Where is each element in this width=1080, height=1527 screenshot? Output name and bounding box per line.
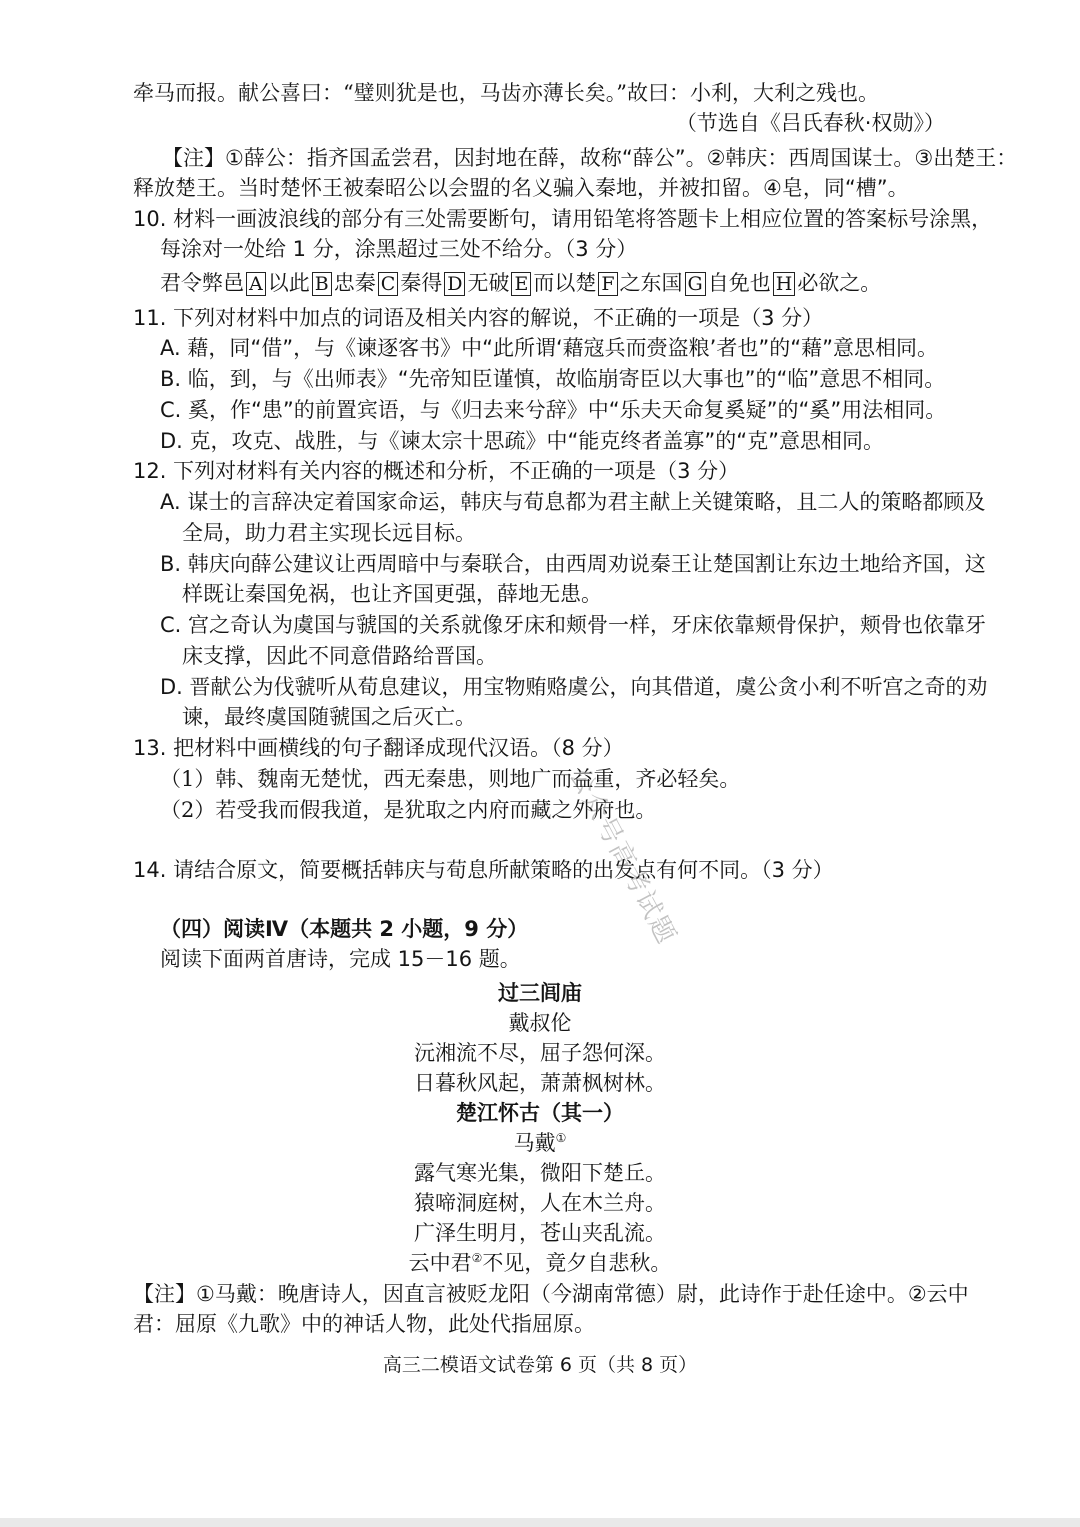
q10-option-box[interactable]: B — [312, 272, 332, 296]
poem-2-line: 露气寒光集，微阳下楚丘。 — [414, 1161, 666, 1185]
poem-2-line: 广泽生明月，苍山夹乱流。 — [414, 1221, 666, 1245]
watermark: 公众号高考试题 — [563, 762, 682, 950]
poem-notes-line-1: 【注】①马戴：晚唐诗人，因直言被贬龙阳（今湖南常德）尉，此诗作于赴任途中。②云中 — [133, 1282, 969, 1306]
q14-stem: 14. 请结合原文，简要概括韩庆与荀息所献策略的出发点有何不同。（3 分） — [133, 858, 834, 882]
q12-option-b-line-2: 样既让秦国免祸，也让齐国更强，薛地无患。 — [182, 582, 602, 606]
q10-option-box[interactable]: G — [685, 272, 706, 296]
q11-stem: 11. 下列对材料中加点的词语及相关内容的解说，不正确的一项是（3 分） — [133, 306, 824, 330]
q10-option-box[interactable]: D — [444, 272, 465, 296]
q10-option-box[interactable]: H — [773, 272, 796, 296]
q11-option-c: C. 奚，作“患”的前置宾语，与《归去来兮辞》中“乐夫天命复奚疑”的“奚”用法相同。 — [160, 398, 947, 422]
poem-2-author — [0, 1128, 1080, 1158]
poem-2-line: 猿啼洞庭树，人在木兰舟。 — [414, 1191, 666, 1215]
q10-segment: 而以楚 — [533, 271, 597, 295]
q11-option-a: A. 藉，同“借”，与《谏逐客书》中“此所谓‘藉寇兵而赍盗粮’者也”的“藉”意思相同。 — [160, 336, 938, 360]
q10-segment: 之东国 — [619, 271, 683, 295]
poem-2-author-name: 马戴 — [513, 1131, 556, 1155]
poem-notes-line-2: 君：屈原《九歌》中的神话人物，此处代指屈原。 — [133, 1312, 595, 1336]
q11-option-d: D. 克，攻克、战胜，与《谏太宗十思疏》中“能克终者盖寡”的“克”意思相同。 — [160, 429, 885, 453]
q12-stem: 12. 下列对材料有关内容的概述和分析，不正确的一项是（3 分） — [133, 459, 740, 483]
bottom-band — [0, 1518, 1080, 1527]
poem-1-author: 戴叔伦 — [508, 1011, 572, 1035]
q10-segment: 必欲之。 — [797, 271, 882, 295]
section-4-intro: 阅读下面两首唐诗，完成 15－16 题。 — [160, 947, 521, 971]
source-citation: （节选自《吕氏春秋·权勋》） — [675, 111, 945, 135]
poem-2-note-mark: ② — [471, 1251, 483, 1265]
q11-option-b: B. 临，到，与《出师表》“先帝知臣谨慎，故临崩寄臣以大事也”的“临”意思不相同。 — [160, 367, 946, 391]
passage-tail: 牵马而报。献公喜曰：“璧则犹是也，马齿亦薄长矣。”故曰：小利，大利之残也。 — [133, 81, 879, 105]
q12-option-d-line-2: 谏，最终虞国随虢国之后灭亡。 — [182, 705, 476, 729]
q13-sentence-2: （2）若受我而假我道，是犹取之内府而藏之外府也。 — [160, 798, 657, 822]
section-4-heading: （四）阅读Ⅳ（本题共 2 小题，9 分） — [160, 917, 529, 941]
poem-1-line: 日暮秋风起，萧萧枫树林。 — [414, 1071, 666, 1095]
page-footer: 高三二模语文试卷第 6 页（共 8 页） — [382, 1354, 698, 1376]
q12-option-a-line-2: 全局，助力君主实现长远目标。 — [182, 521, 476, 545]
q12-option-d-line-1: D. 晋献公为伐虢听从荀息建议，用宝物贿赂虞公，向其借道，虞公贪小利不听宫之奇的劝 — [160, 675, 988, 699]
q10-sentence — [160, 268, 881, 298]
q10-segment: 以此 — [267, 271, 310, 295]
poem-1-line: 沅湘流不尽，屈子怨何深。 — [414, 1041, 666, 1065]
q10-option-box[interactable]: A — [246, 272, 266, 296]
q10-segment: 秦得 — [400, 271, 443, 295]
q10-segment: 忠秦 — [333, 271, 376, 295]
q10-option-box[interactable]: C — [378, 272, 399, 296]
q10-segment: 自免也 — [707, 271, 771, 295]
q10-option-box[interactable]: F — [598, 272, 617, 296]
q12-option-c-line-2: 床支撑，因此不同意借路给晋国。 — [182, 644, 497, 668]
q12-option-b-line-1: B. 韩庆向薛公建议让西周暗中与秦联合，由西周劝说秦王让楚国割让东边土地给齐国，这 — [160, 552, 986, 576]
q13-stem: 13. 把材料中画横线的句子翻译成现代汉语。（8 分） — [133, 736, 624, 760]
q12-option-a-line-1: A. 谋士的言辞决定着国家命运，韩庆与荀息都为君主献上关键策略，且二人的策略都顾及 — [160, 490, 986, 514]
poem-2-last-line — [0, 1248, 1080, 1278]
poem-2-title: 楚江怀古（其一） — [456, 1101, 624, 1125]
poem-2-last-line-a: 云中君 — [408, 1251, 472, 1275]
notes-line-1: 【注】①薛公：指齐国孟尝君，因封地在薛，故称“薛公”。②韩庆：西周国谋士。③出楚王： — [162, 146, 1018, 170]
poem-2-author-note-mark: ① — [555, 1131, 567, 1145]
q12-option-c-line-1: C. 宫之奇认为虞国与虢国的关系就像牙床和颊骨一样，牙床依靠颊骨保护，颊骨也依靠牙 — [160, 613, 987, 637]
q13-sentence-1: （1）韩、魏南无楚忧，西无秦患，则地广而益重，齐必轻矣。 — [160, 767, 741, 791]
q10-segment: 无破 — [467, 271, 510, 295]
q10-stem-line-2: 每涂对一处给 1 分，涂黑超过三处不给分。（3 分） — [160, 237, 638, 261]
q10-option-box[interactable]: E — [511, 272, 531, 296]
q10-segment: 君令弊邑 — [160, 271, 244, 295]
poem-2-last-line-b: 不见，竟夕自悲秋。 — [482, 1251, 672, 1275]
notes-line-2: 释放楚王。当时楚怀王被秦昭公以会盟的名义骗入秦地，并被扣留。④皂，同“槽”。 — [133, 176, 909, 200]
poem-1-title: 过三闾庙 — [498, 981, 582, 1005]
q10-stem-line-1: 10. 材料一画波浪线的部分有三处需要断句，请用铅笔将答题卡上相应位置的答案标号涂黑， — [133, 207, 993, 231]
